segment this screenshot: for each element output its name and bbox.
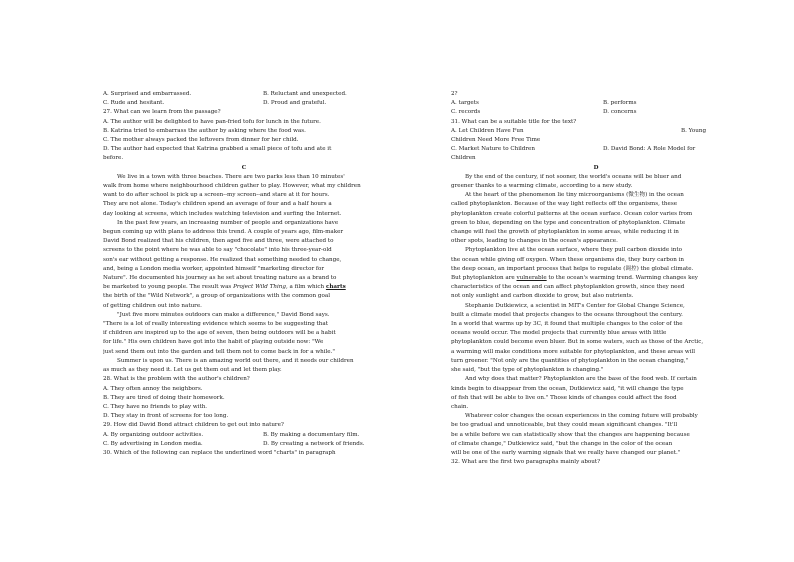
text-line: turn greener. "Not only are the quantities of phytoplankton in the ocean changing," xyxy=(451,357,689,364)
q30-option-b: B. performs xyxy=(603,100,637,107)
passage-d-paragraph-5 xyxy=(451,375,741,412)
q28-option-a: A. They often annoy the neighbors. xyxy=(103,385,203,392)
text-line: phytoplankton create colorful patterns at the ocean surface. Ocean color varies from xyxy=(451,210,693,217)
text-line: be too gradual and unnoticeable, but they could mean significant changes. "It'll xyxy=(451,422,678,429)
right-column xyxy=(451,90,741,467)
text-line: not only sunlight and carbon dioxide to grow, but also nutrients. xyxy=(451,293,634,300)
film-title: Project Wild Thing xyxy=(233,284,286,291)
q27-option-c: C. The mother always packed the leftovers from dinner for her child. xyxy=(103,137,299,144)
q26-option-d: D. Proud and grateful. xyxy=(263,100,327,107)
text-segment: , a film which xyxy=(285,284,325,291)
text-line: if children are inspired up to the age of seven, then being outdoors will be a habit xyxy=(103,330,336,337)
text-line: green to blue, depending on the type and concentration of phytoplankton. Climate xyxy=(451,219,686,226)
q26-option-c: C. Rude and hesitant. xyxy=(103,100,165,107)
q31-option-a: A. Let Children Have Fun xyxy=(451,127,524,134)
text-line: day looking at screens, which includes watching television and surfing the Internet. xyxy=(103,210,342,217)
text-line: Nature". He documented his journey as he set about treating nature as a brand to xyxy=(103,275,337,282)
section-d-heading: D xyxy=(593,164,599,171)
q27-option-a: A. The author will be delighted to have pan-fried tofu for lunch in the future. xyxy=(103,118,321,125)
text-line: screens to the point where he was able to say "chocolate" into his three-year-old xyxy=(103,247,332,254)
text-line: a warming will make conditions more suitable for phytoplankton, and these areas will xyxy=(451,348,696,355)
q28-question: 28. What is the problem with the author's children? xyxy=(103,376,250,383)
text-line: In the past few years, an increasing number of people and organizations have xyxy=(117,219,339,226)
q30-option-d: D. concerns xyxy=(603,109,637,116)
text-line: characteristics of the ocean and can affect phytoplankton growth, since they need xyxy=(451,284,685,291)
q28-option-b: B. They are tired of doing their homework. xyxy=(103,394,225,401)
q29-option-b: B. By making a documentary film. xyxy=(263,431,360,438)
text-line: kinds begin to disappear from the ocean, Dutkiewicz said, "it will change the type xyxy=(451,385,684,392)
q30-options-row1 xyxy=(451,99,741,108)
q28-option-c: C. They have no friends to play with. xyxy=(103,403,208,410)
text-line: "Just five more minutes outdoors can make a difference," David Bond says. xyxy=(117,311,330,318)
underlined-word-charts: charts xyxy=(325,284,346,291)
text-line: built a climate model that projects changes to the oceans throughout the century. xyxy=(451,311,683,318)
q27-option-d: D. The author had expected that Katrina grabbed a small piece of tofu and ate it xyxy=(103,146,332,153)
q26-options-row1 xyxy=(103,90,385,99)
text-line: want to do after school is pick up a screen--my screen--and stare at it for hours. xyxy=(103,192,330,199)
text-line: just send them out into the garden and tell them not to come back in for a while." xyxy=(103,348,335,355)
text-line: Whatever color changes the ocean experiences in the coming future will probably xyxy=(465,413,698,420)
text-line: the ocean while giving off oxygen. When these organisms die, they bury carbon in xyxy=(451,256,684,263)
q29-options-row2 xyxy=(103,440,385,449)
text-line: and, being a London media worker, appointed himself "marketing director for xyxy=(103,265,325,272)
q29-question: 29. How did David Bond attract children to get out into nature? xyxy=(103,422,284,429)
text-line: for life." His own children have got into the habit of playing outside now: "We xyxy=(103,339,324,346)
text-line-vulnerable xyxy=(451,274,741,283)
q27-option-b: B. Katrina tried to embarrass the author by asking where the food was. xyxy=(103,127,306,134)
passage-d-paragraph-3 xyxy=(451,246,741,301)
text-line: the birth of the "Wild Network", a group of organizations with the common goal xyxy=(103,293,331,300)
passage-c-paragraph-1 xyxy=(103,173,385,219)
text-line: At the heart of the phenomenon lie tiny microorganisms (微生物) in the ocean xyxy=(465,192,684,199)
left-column xyxy=(103,90,385,458)
q31-option-b: B. Young xyxy=(681,127,707,134)
q28-option-d: D. They stay in front of screens for too long. xyxy=(103,413,229,420)
q29-option-d: D. By creating a network of friends. xyxy=(263,440,365,447)
text-line: oceans would occur. The model projects that currently blue areas with little xyxy=(451,330,667,337)
text-line: of fish that will be able to live on." Those kinds of changes could affect the food xyxy=(451,394,677,401)
q26-options-row2 xyxy=(103,99,385,108)
text-line: And why does that matter? Phytoplankton are the base of the food web. If certain xyxy=(465,376,697,383)
text-line: other spots, leading to changes in the ocean's appearance. xyxy=(451,238,618,245)
text-segment: be marketed to young people. The result was xyxy=(103,284,232,291)
text-line: of climate change," Dutkiewicz said, "but the change in the color of the ocean xyxy=(451,440,673,447)
q26-option-b: B. Reluctant and unexpected. xyxy=(263,91,347,97)
text-line-film xyxy=(103,283,385,292)
text-line: phytoplankton could become even bluer. But in some waters, such as those of the Arctic, xyxy=(451,339,704,346)
q29-option-c: C. By advertising in London media. xyxy=(103,440,203,447)
q27-option-d-cont: before. xyxy=(103,155,124,162)
text-line: David Bond realized that his children, then aged five and three, were attached to xyxy=(103,238,334,245)
q31-question: 31. What can be a suitable title for the text? xyxy=(451,118,577,125)
passage-d-paragraph-1 xyxy=(451,173,741,191)
text-line: will be one of the early warning signals that we really have changed our planet." xyxy=(451,449,681,456)
q30-option-a: A. targets xyxy=(451,100,479,107)
text-line: They are not alone. Today's children spend an average of four and a half hours a xyxy=(103,201,332,208)
underlined-word-vulnerable: vulnerable xyxy=(516,275,547,282)
q31-option-c: C. Market Nature to Children xyxy=(451,146,535,153)
text-segment: But phytoplankton are xyxy=(451,275,515,282)
text-line: be a while before we can statistically show that the changes are happening because xyxy=(451,431,690,438)
q30-question: 30. Which of the following can replace the underlined word "charts" in paragraph xyxy=(103,449,336,456)
text-line: We live in a town with three beaches. There are two parks less than 10 minutes' xyxy=(117,173,345,180)
passage-d-paragraph-2 xyxy=(451,191,741,246)
q29-options-row1 xyxy=(103,431,385,440)
text-line: By the end of the century, if not sooner, the world's oceans will be bluer and xyxy=(465,173,682,180)
text-line: "There is a lot of really interesting evidence which seems to be suggesting that xyxy=(103,321,328,328)
text-line: the deep ocean, an important process that helps to regulate (调控) the global climate. xyxy=(451,265,694,272)
text-line: chain. xyxy=(451,403,469,410)
passage-d-paragraph-4 xyxy=(451,302,741,376)
q31-options-row1 xyxy=(451,127,741,136)
text-line: called phytoplankton. Because of the way light reflects off the organisms, these xyxy=(451,201,678,208)
text-line: of getting children out into nature. xyxy=(103,302,202,309)
q31-option-d: D. David Bond: A Role Model for xyxy=(603,146,696,153)
q30-question-cont: 2? xyxy=(451,91,458,97)
text-line: walk from home where neighbourhood children gather to play. However, what my children xyxy=(103,183,361,190)
text-line: change will fuel the growth of phytoplankton in some areas, while reducing it in xyxy=(451,229,679,236)
text-line: Stephanie Dutkiewicz, a scientist in MIT's Center for Global Change Science, xyxy=(465,302,685,309)
passage-c-paragraph-4 xyxy=(103,357,385,375)
passage-c-paragraph-3 xyxy=(103,311,385,357)
text-line: Phytoplankton live at the ocean surface, where they pull carbon dioxide into xyxy=(465,247,682,254)
section-c-heading: C xyxy=(241,164,247,171)
q31-option-d-cont: Children xyxy=(451,155,476,162)
q26-option-a: A. Surprised and embarrassed. xyxy=(103,91,192,97)
text-line: son's ear without getting a response. He realized that something needed to change, xyxy=(103,256,342,263)
q27-question: 27. What can we learn from the passage? xyxy=(103,109,221,116)
text-line: as much as they need it. Let us get them out and let them play. xyxy=(103,367,282,374)
q31-options-row2 xyxy=(451,145,741,154)
text-line: she said, "but the type of phytoplankton is changing." xyxy=(451,367,604,374)
text-line: In a world that warms up by 3C, it found that multiple changes to the color of the xyxy=(451,321,683,328)
text-line: Summer is upon us. There is an amazing world out there, and it needs our children xyxy=(117,357,354,364)
text-line: greener thanks to a warming climate, according to a new study. xyxy=(451,183,633,190)
q29-option-a: A. By organizing outdoor activities. xyxy=(103,431,204,438)
text-segment: to the ocean's warming trend. Warming changes key xyxy=(546,275,698,282)
q32-question: 32. What are the first two paragraphs mainly about? xyxy=(451,459,601,466)
q30-options-row2 xyxy=(451,108,741,117)
text-line: begun coming up with plans to address this trend. A couple of years ago, film-maker xyxy=(103,229,344,236)
passage-d-paragraph-6 xyxy=(451,412,741,458)
passage-c-paragraph-2 xyxy=(103,219,385,311)
q31-option-b-cont: Children Need More Free Time xyxy=(451,137,541,144)
q30-option-c: C. records xyxy=(451,109,481,116)
